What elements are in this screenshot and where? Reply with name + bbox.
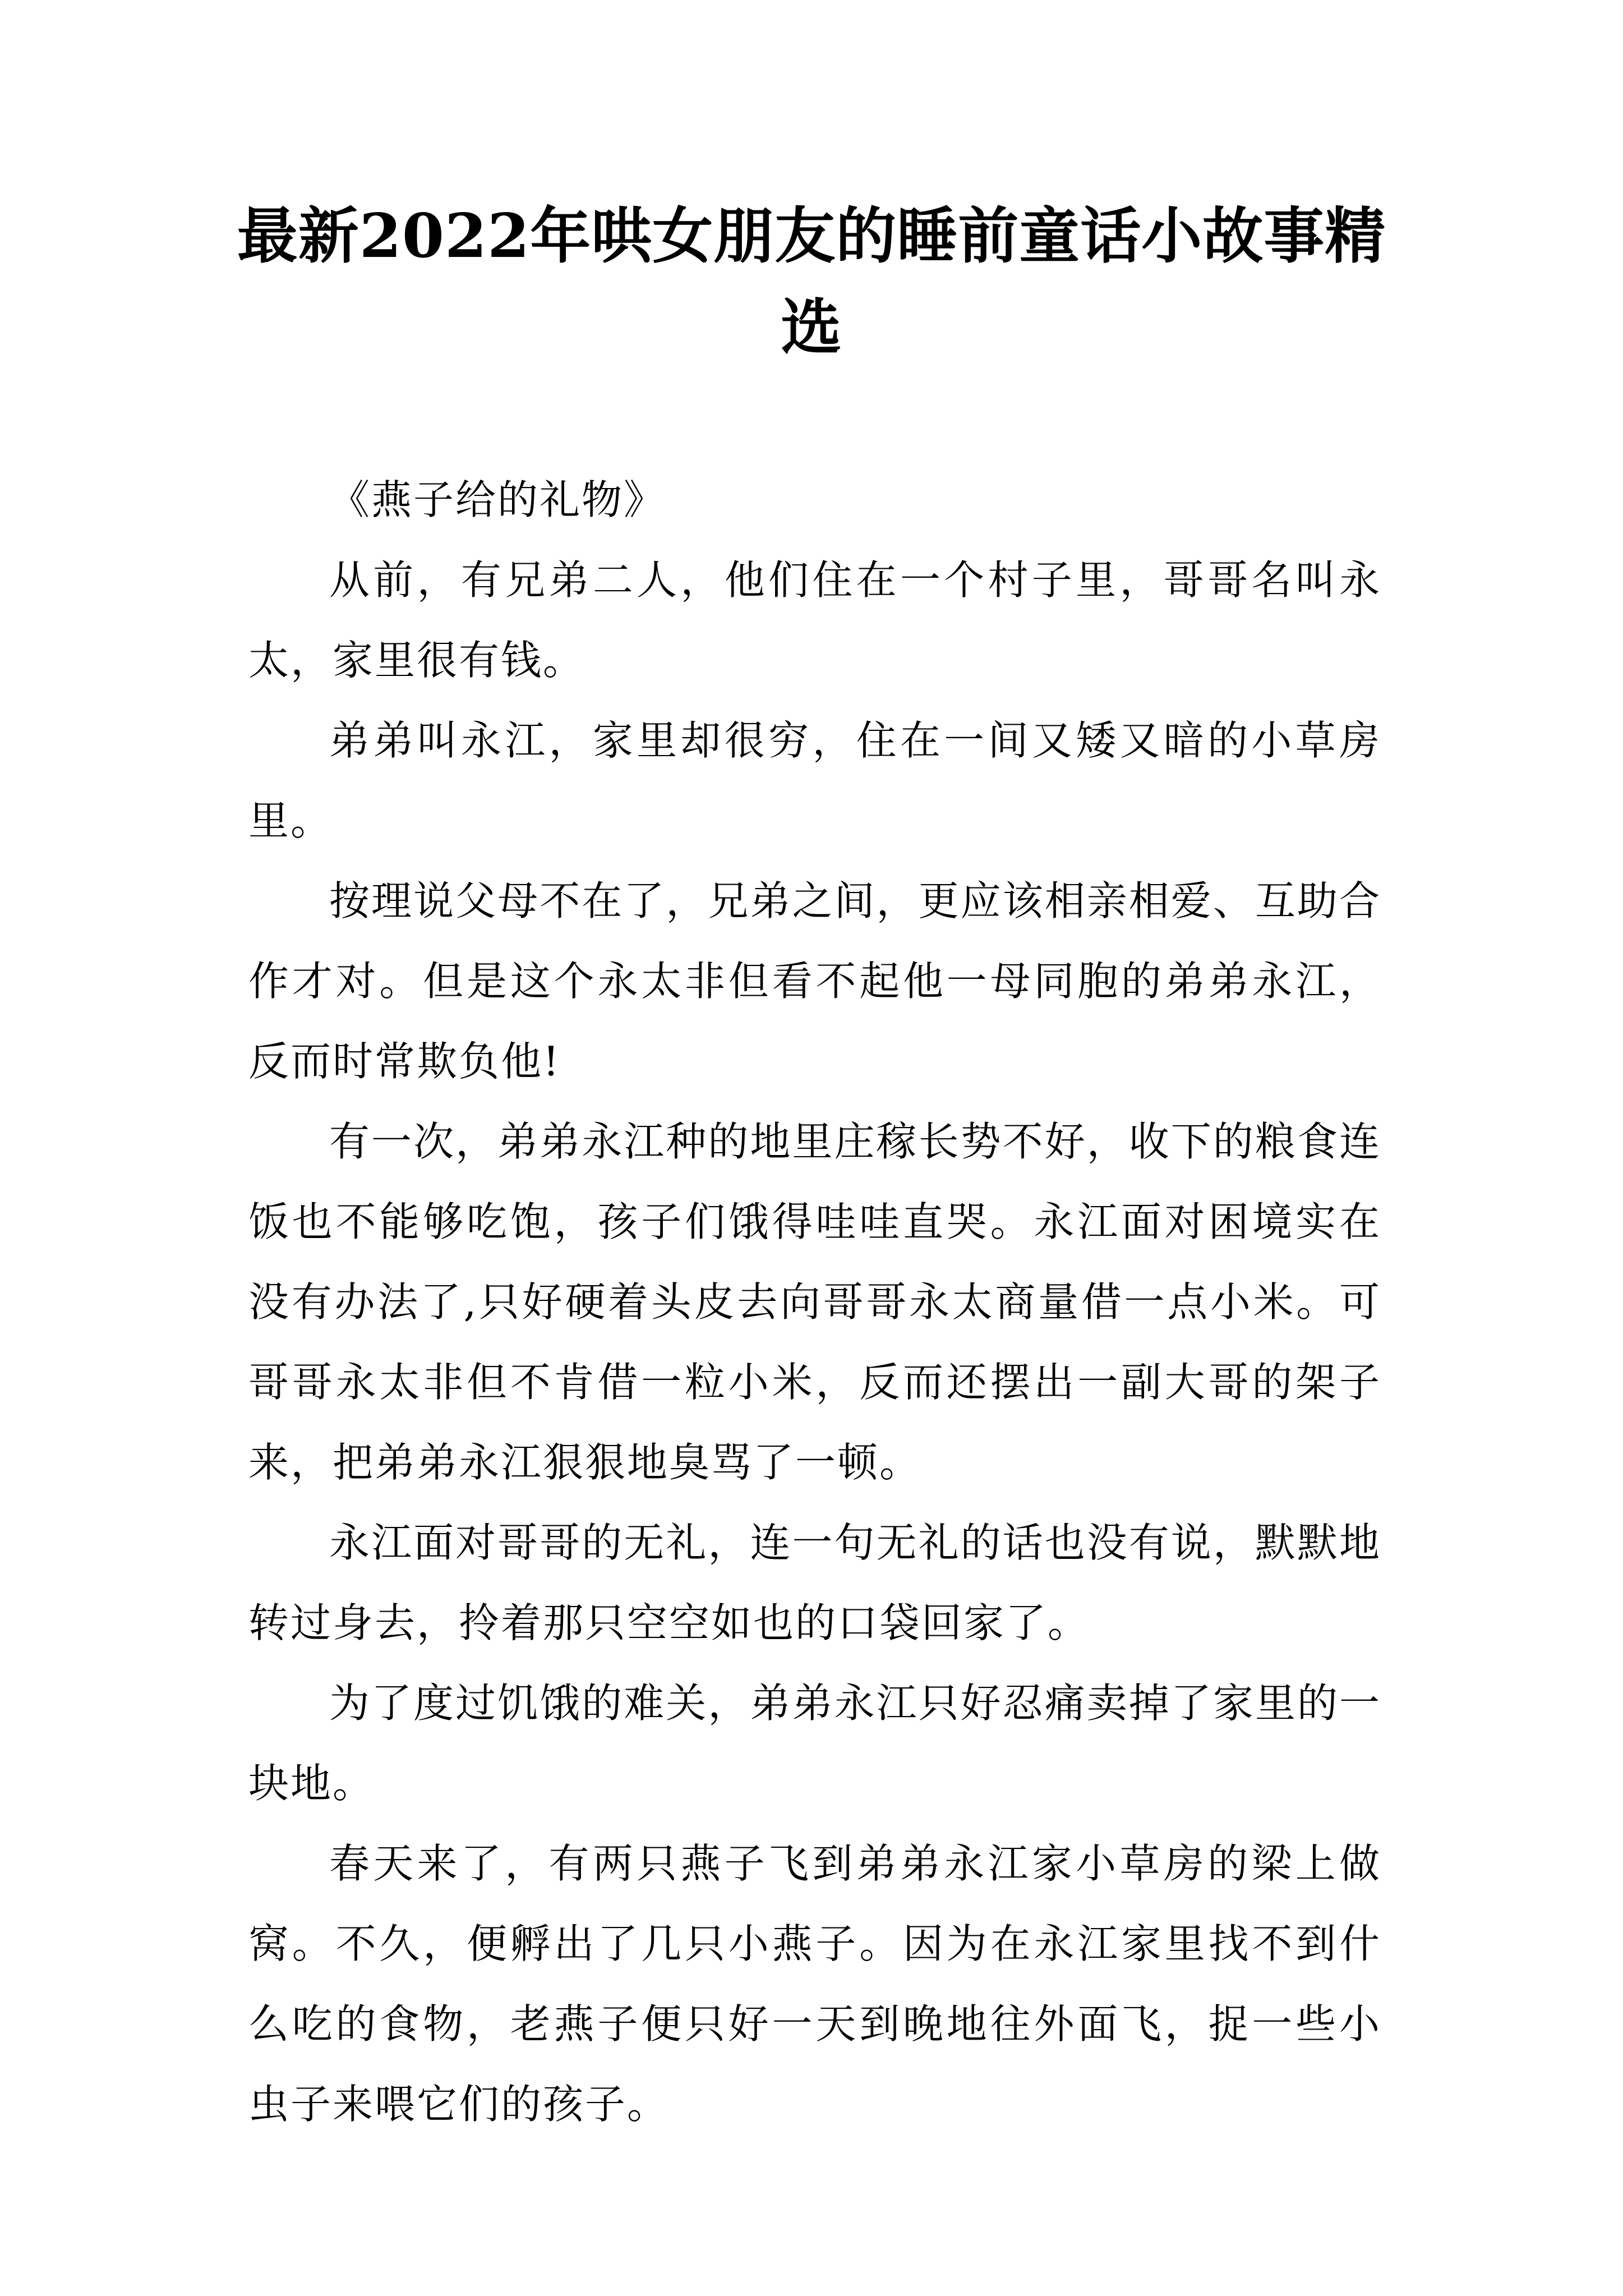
body-paragraph: 为了度过饥饿的难关，弟弟永江只好忍痛卖掉了家里的一块地。	[248, 1680, 1381, 1807]
body-paragraph: 有一次，弟弟永江种的地里庄稼长势不好，收下的粮食连饭也不能够吃饱，孩子们饿得哇哇直哭。永江面对困境实在没有办法了,只好硬着头皮去向哥哥永太商量借一点小米。可哥哥永太非但不肯借一粒小米，反而还摆出一副大哥的架子来，把弟弟永江狠狠地臭骂了一顿。	[248, 1118, 1381, 1486]
body-paragraph: 弟弟叫永江，家里却很穷，住在一间又矮又暗的小草房里。	[248, 717, 1381, 844]
body-paragraph: 从前，有兄弟二人，他们住在一个村子里，哥哥名叫永太，家里很有钱。	[248, 556, 1381, 684]
body-paragraph: 永江面对哥哥的无礼，连一句无礼的话也没有说，默默地转过身去，拎着那只空空如也的口袋回家了。	[248, 1519, 1381, 1646]
story-title-paragraph: 《燕子给的礼物》	[329, 476, 666, 523]
body-paragraph: 春天来了，有两只燕子飞到弟弟永江家小草房的梁上做窝。不久，便孵出了几只小燕子。因为在永江家里找不到什么吃的食物，老燕子便只好一天到晚地往外面飞，捉一些小虫子来喂它们的孩子。	[248, 1840, 1381, 2128]
document-body	[248, 460, 1381, 2145]
body-paragraph: 按理说父母不在了，兄弟之间，更应该相亲相爱、互助合作才对。但是这个永太非但看不起他一母同胞的弟弟永江，反而时常欺负他!	[248, 877, 1381, 1085]
document-title: 最新2022年哄女朋友的睡前童话小故事精选	[237, 201, 1386, 363]
